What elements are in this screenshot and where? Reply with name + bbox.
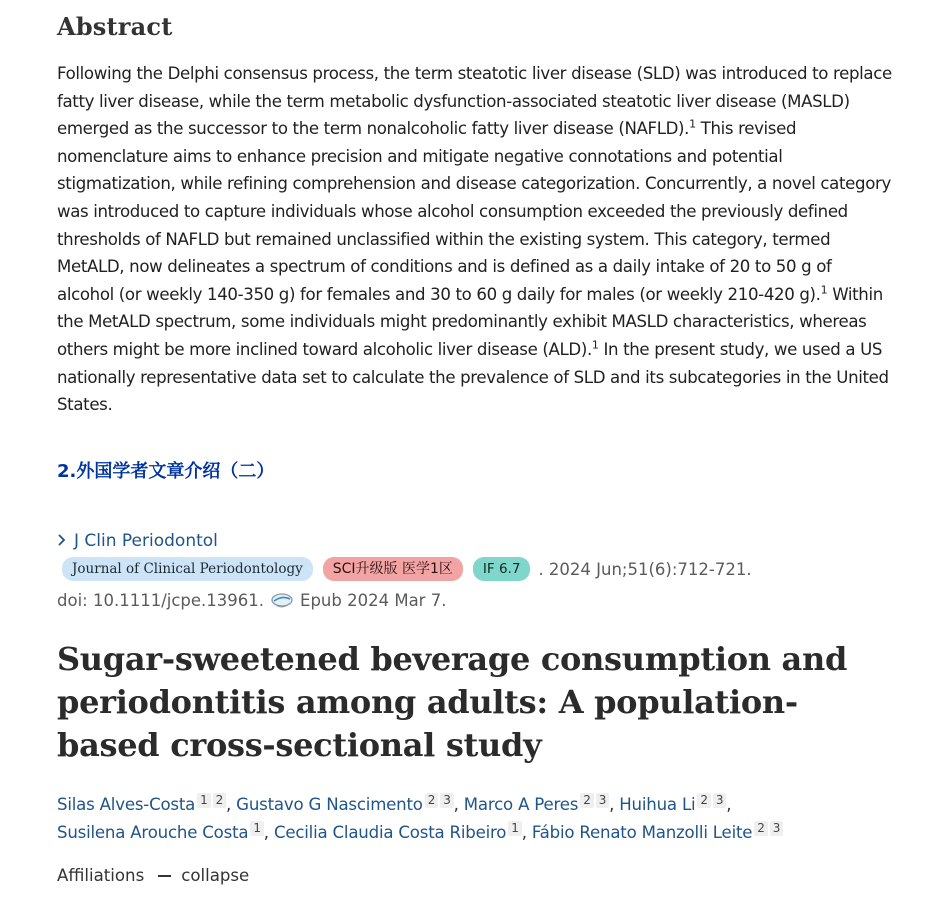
reference-link[interactable]: 1 [689, 117, 696, 131]
epub-icon [270, 592, 294, 610]
affiliations-label[interactable]: Affiliations [57, 866, 145, 885]
affiliation-ref[interactable]: 3 [596, 793, 609, 808]
affiliation-ref[interactable]: 1 [508, 821, 521, 836]
author-separator: , [609, 795, 620, 814]
author-separator: , [263, 823, 274, 842]
abstract-text-part: Following the Delphi consensus process, the term steatotic liver disease (SLD) was introduced to replace fatty liver disease, while the term metabolic dysfunction-associated steatotic liver disease (MASLD) emerged as the successor to the term nonalcoholic fatty liver disease (NAFLD). [57, 64, 892, 139]
minus-icon [158, 875, 171, 877]
doi-row [57, 591, 446, 610]
abstract-text-part: This revised nomenclature aims to enhance precision and mitigate negative connotations and potential stigmatization, while refining comprehension and disease categorization. Concurrently, a novel category was introduced to capture individuals whose alcohol consumption exceeded the previously defined thresholds of NAFLD but remained unclassified within the existing system. This category, termed MetALD, now delineates a spectrum of conditions and is defined as a daily intake of 20 to 50 g of alcohol (or weekly 140-350 g) for females and 30 to 60 g daily for males (or weekly 210-420 g). [57, 119, 891, 304]
collapse-label[interactable]: collapse [181, 866, 250, 885]
reference-link[interactable]: 1 [820, 283, 828, 297]
author-link[interactable]: Fábio Renato Manzolli Leite [531, 823, 753, 842]
sci-rank-badge: SCI升级版 医学1区 [323, 557, 463, 581]
affiliation-ref[interactable]: 2 [425, 793, 438, 808]
epub-date: Epub 2024 Mar 7. [300, 591, 447, 610]
author-link[interactable]: Gustavo G Nascimento [236, 795, 423, 814]
affiliation-ref[interactable]: 1 [250, 821, 263, 836]
author-link[interactable]: Susilena Arouche Costa [57, 823, 249, 842]
author-link[interactable]: Huihua Li [619, 795, 696, 814]
affiliation-ref[interactable]: 3 [770, 821, 783, 836]
affiliation-ref[interactable]: 3 [440, 793, 453, 808]
doi-link[interactable]: doi: 10.1111/jcpe.13961. [57, 591, 265, 610]
journal-name-badge: Journal of Clinical Periodontology [62, 557, 313, 581]
author-separator: , [453, 795, 464, 814]
reference-link[interactable]: 1 [591, 338, 599, 352]
journal-link-label[interactable]: J Clin Periodontol [74, 531, 218, 551]
article-title: Sugar-sweetened beverage consumption and periodontitis among adults: A population-based cross-sectional study [57, 640, 848, 764]
author-link[interactable]: Cecilia Claudia Costa Ribeiro [273, 823, 507, 842]
author-list [57, 791, 897, 847]
abstract-text [57, 60, 892, 419]
author-link[interactable]: Silas Alves-Costa [57, 795, 196, 814]
author-separator: , [226, 795, 237, 814]
author-separator: , [521, 823, 532, 842]
journal-badges [62, 557, 752, 581]
author-link[interactable]: Marco A Peres [463, 795, 579, 814]
journal-link[interactable] [57, 531, 218, 551]
affiliation-ref[interactable]: 2 [754, 821, 767, 836]
impact-factor-badge: IF 6.7 [473, 557, 531, 581]
abstract-text-part: Within the MetALD spectrum, some individuals might predominantly exhibit MASLD characteristics, whereas others might be more inclined toward alcoholic liver disease (ALD). [57, 284, 883, 359]
author-separator: , [726, 795, 732, 814]
affiliation-ref[interactable]: 2 [213, 793, 226, 808]
chevron-right-icon [57, 532, 66, 551]
section-heading: 2.外国学者文章介绍（二） [57, 461, 275, 482]
abstract-heading: Abstract [57, 12, 173, 41]
affiliation-ref[interactable]: 3 [713, 793, 726, 808]
affiliation-ref[interactable]: 2 [580, 793, 593, 808]
affiliation-ref[interactable]: 2 [697, 793, 710, 808]
affiliation-ref[interactable]: 1 [197, 793, 210, 808]
abstract-text-part: In the present study, we used a US nationally representative data set to calculate the prevalence of SLD and its subcategories in the United States. [57, 339, 889, 415]
affiliations-toggle[interactable] [57, 866, 249, 885]
citation-date-volume: . 2024 Jun;51(6):712-721. [538, 559, 752, 579]
